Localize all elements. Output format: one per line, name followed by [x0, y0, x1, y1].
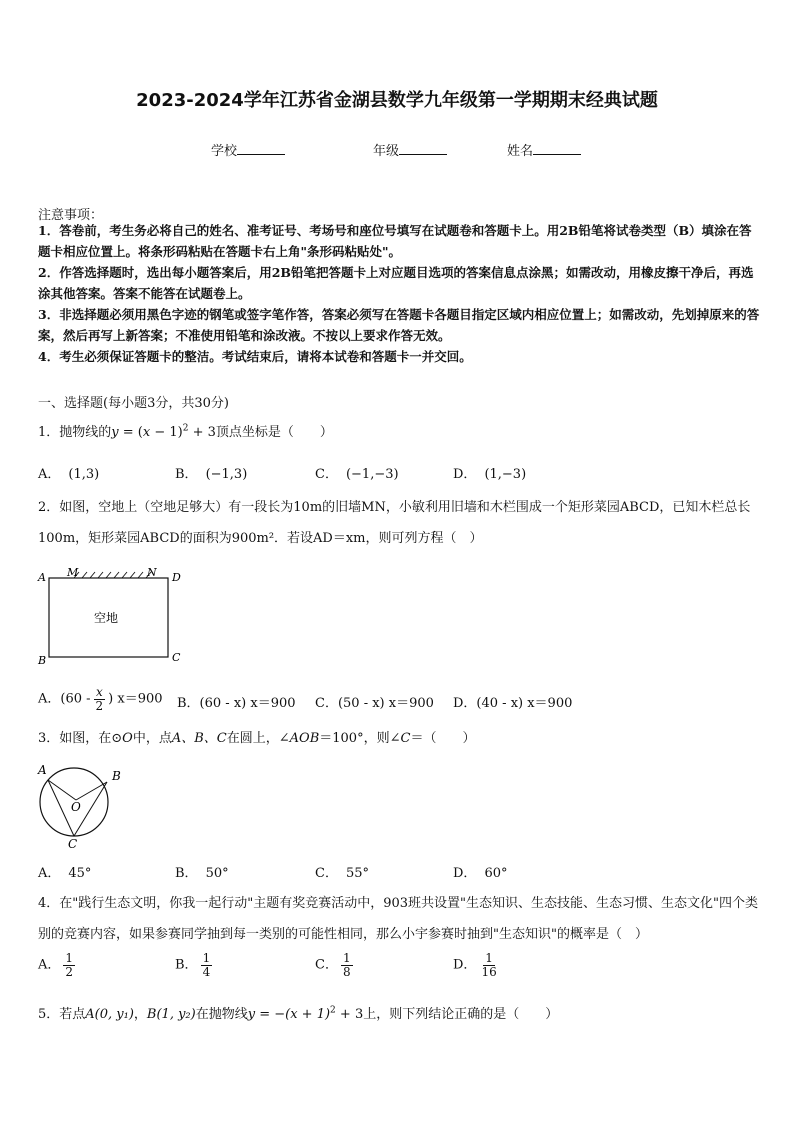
q3-figure: [34, 758, 134, 850]
page-title: 2023-2024学年江苏省金湖县数学九年级第一学期期末经典试题: [136, 90, 658, 111]
name-label: 姓名: [507, 144, 534, 159]
option-label: C．: [315, 957, 338, 973]
note-item: 1．答卷前，考生务必将自己的姓名、准考证号、考场号和座位号填写在试题卷和答题卡上。用2B铅笔将试卷类型（B）填涂在答题卡相应位置上。将条形码粘贴在答题卡右上角"条形码粘贴处"。: [38, 223, 752, 259]
q3-option-a[interactable]: [38, 862, 91, 881]
label-a: A: [38, 571, 46, 584]
q3-text-mid: 中，点: [132, 731, 172, 746]
q2-option-b[interactable]: B．(60 - x) x＝900: [177, 696, 296, 711]
question-3: [38, 727, 475, 746]
q5-formula: y = −(x + 1): [247, 1007, 331, 1022]
q2-opt-a-suffix: ) x＝900: [108, 691, 163, 707]
label-n: N: [147, 566, 157, 579]
school-blank: [237, 141, 285, 155]
q5-point-a: A(0, y₁): [85, 1007, 134, 1022]
option-value: 55°: [345, 866, 369, 881]
note-item: 4．考生必须保证答题卡的整洁。考试结束后，请将本试卷和答题卡一并交回。: [38, 349, 472, 364]
q2-opt-a-fraction: [94, 686, 106, 712]
fraction-denominator: 4: [202, 964, 211, 979]
q5-suffix: 上，则下列结论正确的是（ ）: [363, 1007, 559, 1022]
label-c: C: [68, 837, 78, 850]
label-b: B: [38, 654, 47, 667]
q3-text-end: ＝（ ）: [410, 731, 476, 746]
fraction-numerator: 1: [342, 951, 351, 965]
fraction-denominator: 8: [342, 964, 351, 979]
option-value: 45°: [68, 866, 92, 881]
option-label: B．: [175, 957, 198, 973]
q3-option-c[interactable]: [315, 862, 369, 881]
question-5: [38, 1003, 558, 1022]
option-value: (1,−3): [484, 467, 527, 482]
q5-prefix: 5．若点: [38, 1007, 86, 1022]
fraction-denominator: 2: [65, 964, 74, 979]
option-fraction: [341, 952, 353, 978]
grade-blank: [399, 141, 447, 155]
option-label: A．: [38, 866, 61, 881]
option-value: 60°: [484, 866, 508, 881]
option-label: D．: [453, 866, 477, 881]
q3-text-aob: AOB: [289, 731, 320, 746]
q1-formula-exp: 2: [182, 423, 189, 434]
q1-prefix: 1．抛物线的: [38, 425, 112, 440]
option-label: D．: [453, 957, 477, 973]
q4-option-c[interactable]: [315, 952, 356, 978]
option-label: A．: [38, 957, 61, 973]
question-1: [38, 421, 333, 440]
option-label: C．: [315, 467, 338, 482]
school-field: [211, 140, 285, 159]
fraction-numerator: 1: [485, 951, 493, 965]
option-fraction: [479, 952, 498, 978]
fraction-numerator: x: [95, 685, 103, 699]
q1-formula-tail: + 3: [188, 425, 216, 440]
option-value: (−1,3): [205, 467, 248, 482]
segment-bo: [76, 782, 107, 800]
q2-option-d[interactable]: D．(40 - x) x＝900: [453, 696, 573, 711]
q5-mid: 在抛物线: [195, 1007, 248, 1022]
q1-formula-y: y: [111, 425, 119, 440]
option-fraction: [201, 952, 213, 978]
label-c: C: [172, 651, 181, 664]
school-label: 学校: [211, 144, 238, 159]
q5-formula-exp: 2: [330, 1005, 336, 1016]
q2-figure: [36, 564, 186, 668]
option-label: D．: [453, 467, 477, 482]
q3-text-on: 在圆上，∠: [226, 731, 290, 746]
q1-formula-rest: − 1): [150, 425, 183, 440]
label-center: 空地: [94, 611, 119, 625]
q3-text-deg: ＝100°，则∠: [319, 731, 401, 746]
q4-option-d[interactable]: [453, 952, 502, 978]
option-value: (−1,−3): [345, 467, 399, 482]
fraction-numerator: 1: [65, 951, 74, 965]
q5-separator: ，: [133, 1007, 147, 1022]
label-a: A: [38, 763, 47, 777]
q3-option-b[interactable]: [175, 862, 229, 881]
option-fraction: [63, 952, 75, 978]
option-value: 50°: [205, 866, 229, 881]
q1-suffix: 顶点坐标是（ ）: [215, 425, 333, 440]
q1-formula-x: x: [142, 425, 151, 440]
q5-formula-tail: + 3: [335, 1007, 364, 1022]
note-item: 3．非选择题必须用黑色字迹的钢笔或签字笔作答，答案必须写在答题卡各题目指定区域内相应位置上；如需改动，先划掉原来的答案，然后再写上新答案；不准使用铅笔和涂改液。不按以上要求作答无效。: [38, 307, 760, 343]
q3-text-points: A、B、C: [171, 731, 227, 746]
q2-opt-a-prefix: A．(60 -: [38, 691, 91, 707]
option-value: (1,3): [68, 467, 100, 482]
q3-text-c: C: [400, 731, 411, 746]
q3-option-d[interactable]: [453, 862, 507, 881]
q1-option-d[interactable]: [453, 463, 526, 482]
fraction-denominator: 16: [481, 964, 497, 979]
q3-text-o: O: [122, 731, 133, 746]
q4-option-b[interactable]: [175, 952, 215, 978]
wall-hatching: [74, 572, 151, 578]
q3-text: 3．如图，在⊙: [38, 731, 123, 746]
name-field: [507, 140, 581, 159]
option-label: A．: [38, 467, 61, 482]
label-b: B: [112, 769, 121, 783]
note-item: 2．作答选择题时，选出每小题答案后，用2B铅笔把答题卡上对应题目选项的答案信息点涂黑；如需改动，用橡皮擦干净后，再选涂其他答案。答案不能答在试题卷上。: [38, 265, 754, 301]
fraction-numerator: 1: [202, 951, 211, 965]
q1-formula-eq: = (: [118, 425, 143, 440]
q1-option-a[interactable]: [38, 463, 99, 482]
q5-point-b: B(1, y₂): [146, 1007, 196, 1022]
q4-option-a[interactable]: [38, 952, 78, 978]
grade-label: 年级: [373, 144, 400, 159]
q2-option-c[interactable]: C．(50 - x) x＝900: [315, 696, 434, 711]
name-blank: [533, 141, 581, 155]
option-label: B．: [175, 866, 198, 881]
option-label: B．: [175, 467, 198, 482]
question-4: 4．在"践行生态文明，你我一起行动"主题有奖竞赛活动中，903班共设置"生态知识、生态技能、生态习惯、生态文化"四个类别的竞赛内容，如果参赛同学抽到每一类别的可能性相同，那么小宇参赛时抽到"生态知识"的概率是（ ）: [38, 896, 759, 942]
label-o: O: [71, 800, 81, 814]
grade-field: [373, 140, 447, 159]
question-2: 2．如图，空地上（空地足够大）有一段长为10m的旧墙MN，小敏利用旧墙和木栏围成一个矩形菜园ABCD，已知木栏总长100m，矩形菜园ABCD的面积为900m²．若设AD＝xm，则可列方程（ ）: [38, 500, 751, 546]
q1-option-b[interactable]: [175, 463, 247, 482]
option-label: C．: [315, 866, 338, 881]
q2-option-a[interactable]: [38, 686, 163, 712]
fraction-denominator: 2: [95, 698, 104, 713]
q1-option-c[interactable]: [315, 463, 399, 482]
notes-heading: 注意事项：: [38, 208, 104, 223]
label-m: M: [67, 566, 79, 579]
label-d: D: [172, 571, 181, 584]
section-heading: 一、选择题(每小题3分，共30分): [38, 396, 229, 411]
